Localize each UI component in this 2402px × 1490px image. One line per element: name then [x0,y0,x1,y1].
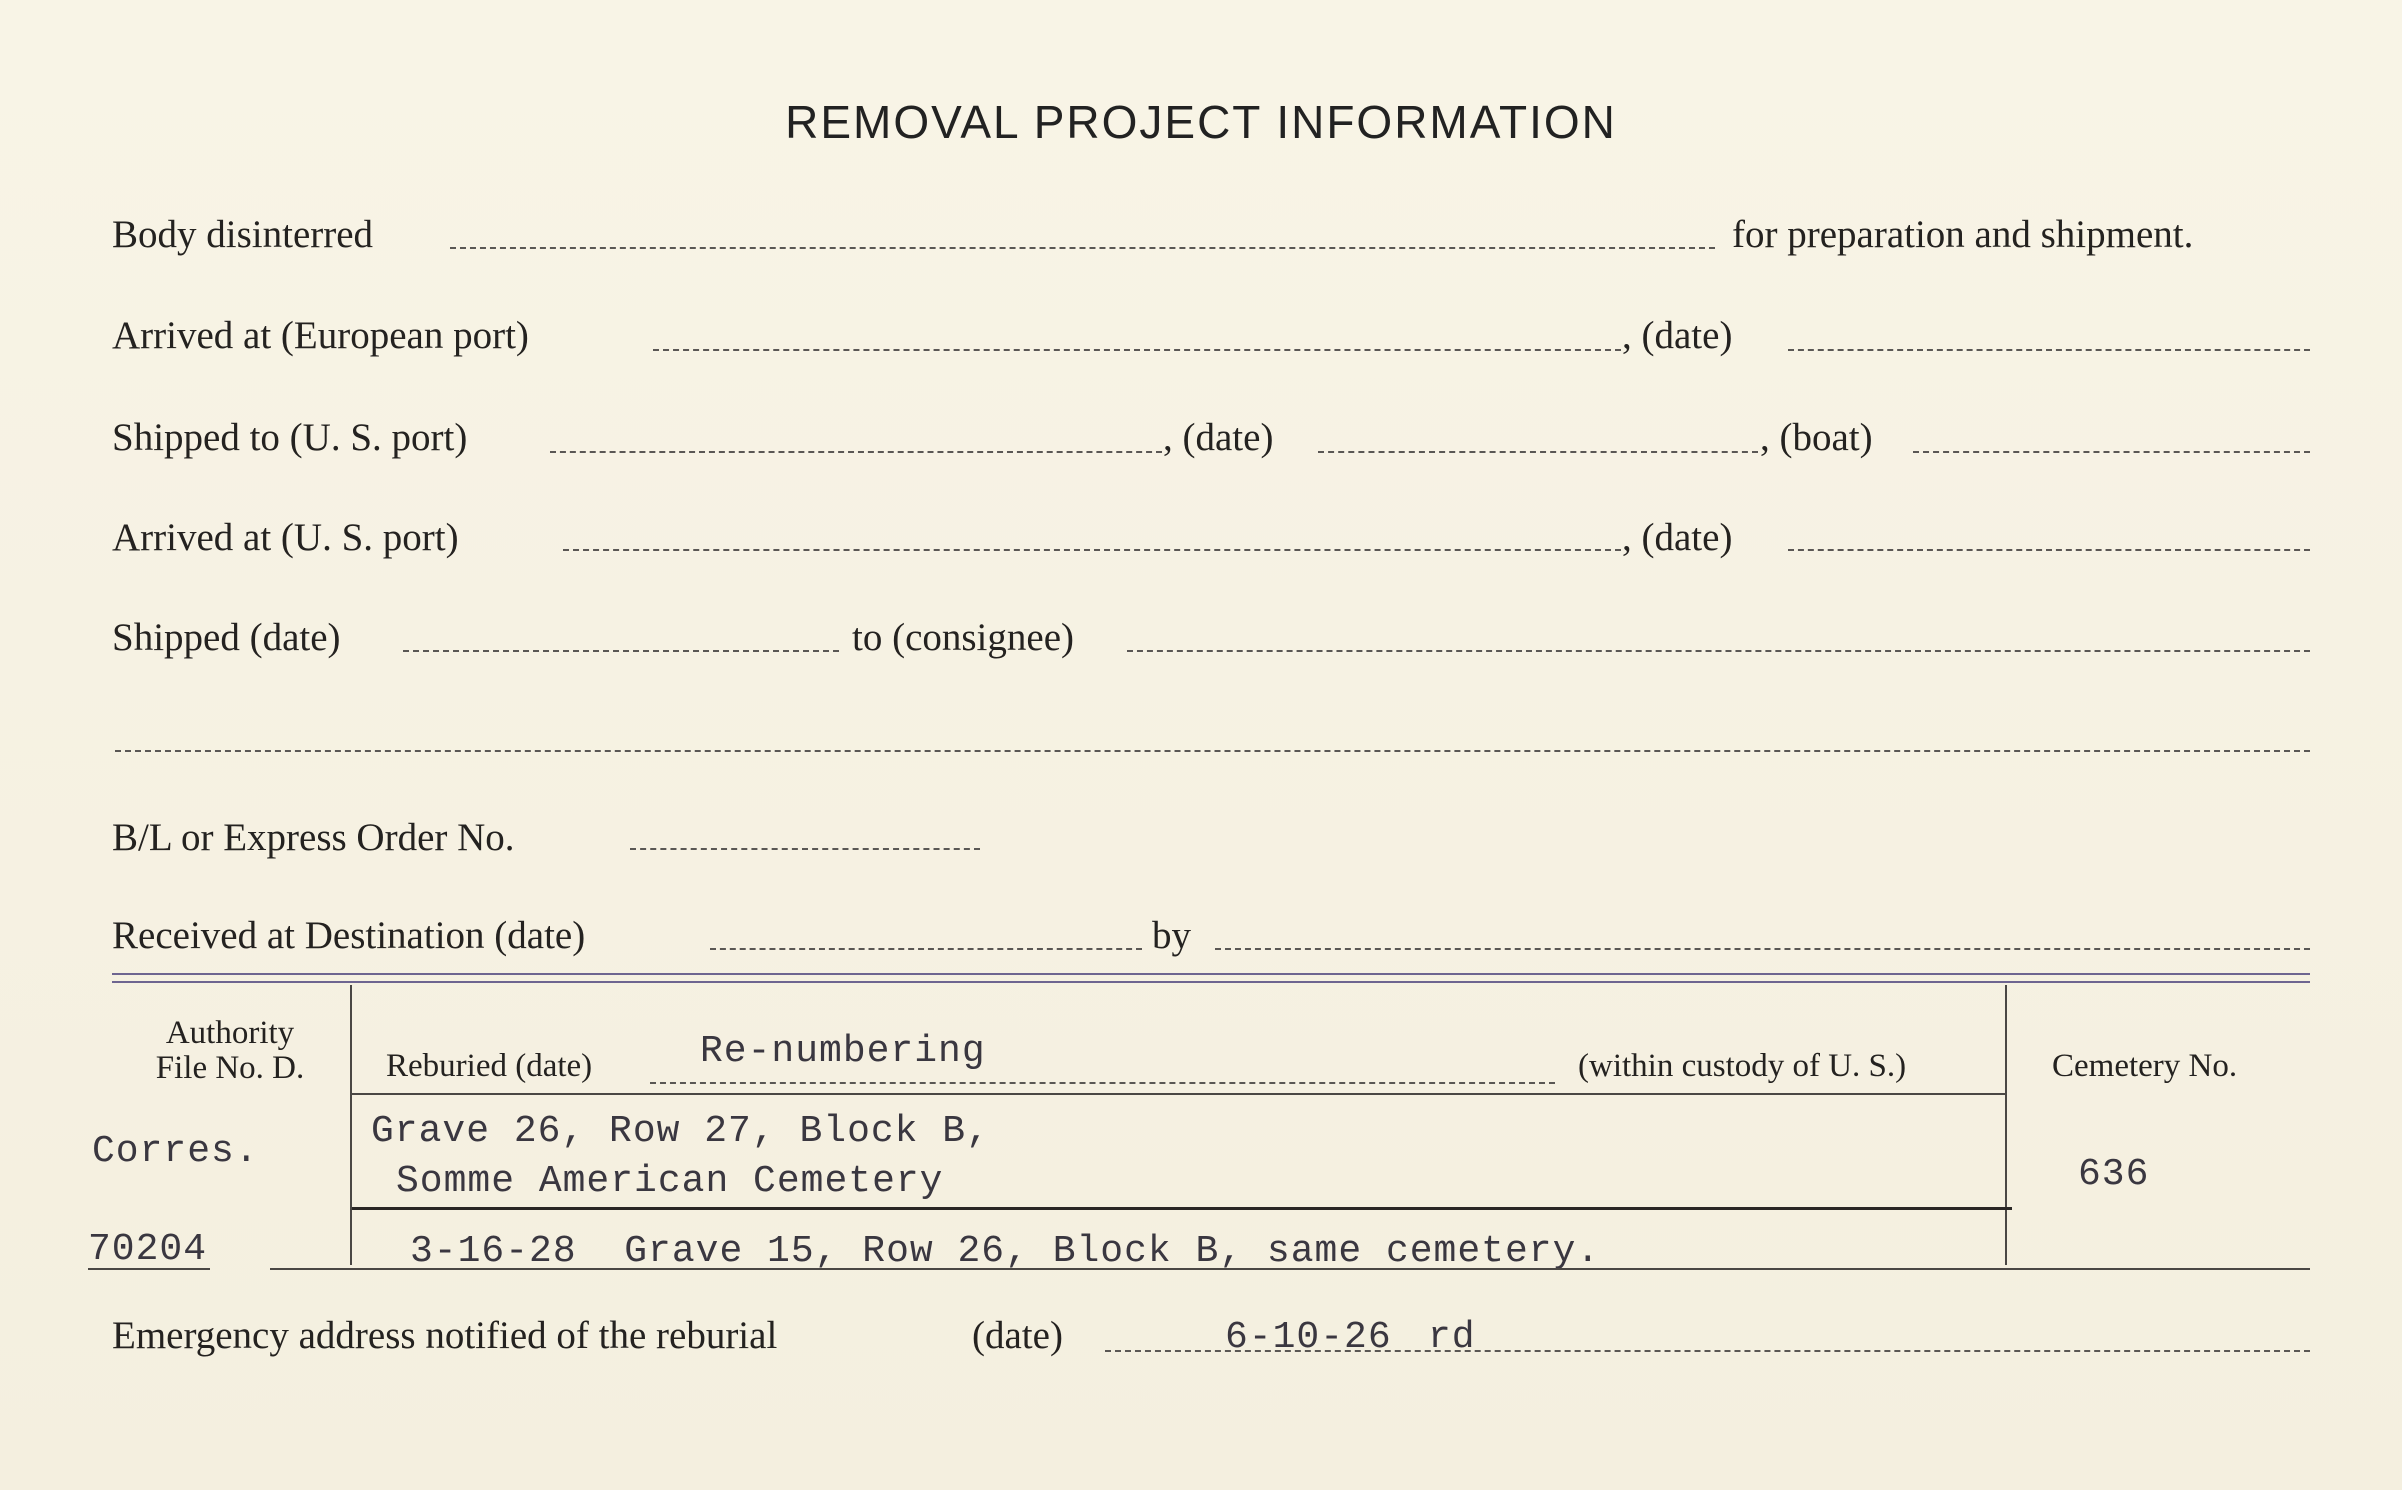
reburied-date-field[interactable] [650,1082,1555,1084]
bl-order-label: B/L or Express Order No. [112,816,515,859]
preparation-shipment-label: for preparation and shipment. [1732,213,2194,256]
reburied-date-label: Reburied (date) [386,1048,593,1084]
grave-line-1: Grave 26, Row 27, Block B, [371,1110,990,1153]
boat-label: , (boat) [1760,416,1873,459]
custody-label: (within custody of U. S.) [1578,1048,1907,1084]
bl-order-field[interactable] [630,848,980,850]
emergency-date-value: 6-10-26 [1225,1316,1392,1359]
shipped-date-label: , (date) [1163,416,1274,459]
file-number: 70204 [88,1228,208,1271]
reburial-entry-rule [352,1268,2310,1270]
consignee-label: to (consignee) [852,616,1075,659]
reburied-value: Re-numbering [700,1030,986,1073]
european-date-field[interactable] [1788,349,2310,351]
grave-section-rule [350,1093,2005,1095]
emergency-date-label: (date) [972,1314,1063,1357]
body-disinterred-field[interactable] [450,247,1715,249]
authority-value: Corres. [92,1130,259,1173]
received-destination-label: Received at Destination (date) [112,914,586,957]
arrived-us-port-field[interactable] [563,549,1621,551]
cemetery-no-value: 636 [2078,1153,2150,1196]
file-number-underline [88,1268,210,1270]
body-disinterred-label: Body disinterred [112,213,374,256]
table-top-rule-2 [112,981,2310,983]
file-no-label: File No. D. [155,1050,305,1086]
arrived-european-port-label: Arrived at (European port) [112,314,529,357]
reburial-rule [352,1207,2012,1210]
received-date-field[interactable] [710,948,1142,950]
received-by-label: by [1152,914,1191,957]
boat-field[interactable] [1913,451,2310,453]
european-date-label: , (date) [1622,314,1733,357]
reburial-entry: 3-16-28 Grave 15, Row 26, Block B, same cemetery. [410,1230,1601,1273]
emergency-initials: rd [1428,1316,1476,1359]
table-divider-left [350,985,352,1265]
shipped-us-port-label: Shipped to (U. S. port) [112,416,468,459]
shipped-date-field[interactable] [1318,451,1758,453]
table-top-rule [112,973,2310,975]
shipped-date-label-2: Shipped (date) [112,616,341,659]
received-by-field[interactable] [1215,948,2310,950]
emergency-address-label: Emergency address notified of the reburial [112,1314,778,1357]
european-port-field[interactable] [653,349,1621,351]
shipped-date-field-2[interactable] [403,650,839,652]
arrived-us-date-field[interactable] [1788,549,2310,551]
file-number-rule [270,1268,352,1270]
table-divider-right [2005,985,2007,1265]
us-port-field[interactable] [550,451,1162,453]
card-title: REMOVAL PROJECT INFORMATION [785,96,1617,148]
grave-line-2: Somme American Cemetery [396,1160,944,1203]
arrived-us-port-label: Arrived at (U. S. port) [112,516,459,559]
emergency-date-field[interactable] [1105,1350,2310,1352]
cemetery-no-label: Cemetery No. [2052,1048,2238,1084]
consignee-field[interactable] [1127,650,2310,652]
arrived-us-date-label: , (date) [1622,516,1733,559]
authority-label: Authority [165,1015,295,1051]
consignee-continuation-field[interactable] [115,750,2310,752]
